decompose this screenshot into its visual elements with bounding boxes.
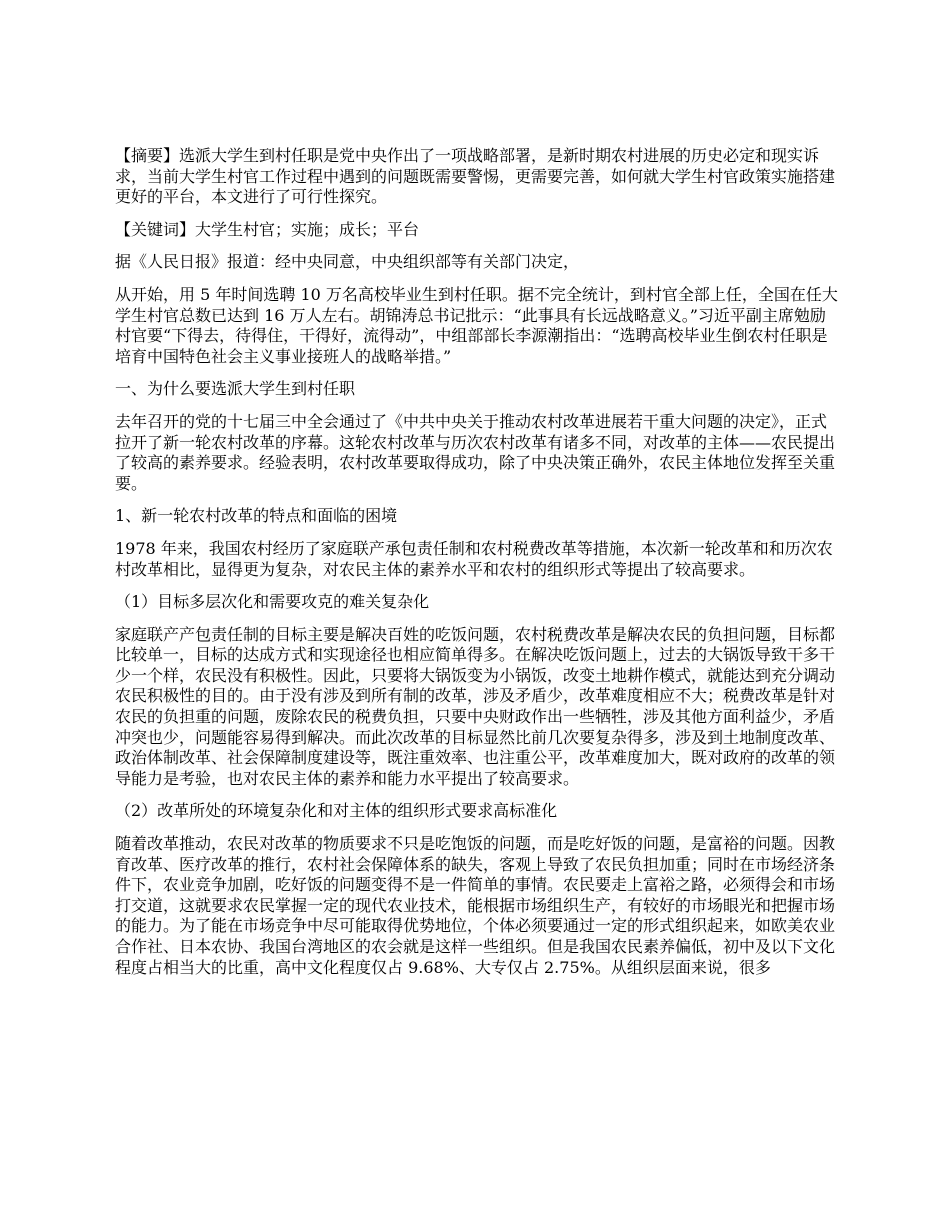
subsection-heading: （2）改革所处的环境复杂化和对主体的组织形式要求高标准化 — [115, 801, 558, 821]
body-paragraph: 家庭联产产包责任制的目标主要是解决百姓的吃饭问题，农村税费改革是解决农民的负担问题，目标都比较单一，目标的达成方式和实现途径也相应简单得多。在解决吃饭问题上，过去的大锅饭导致干多干少一个样，农民没有积极性。因此，只要将大锅饭变为小锅饭，改变土地耕作模式，就能达到充分调动农民积极性的目的。由于没有涉及到所有制的改革，涉及矛盾少，改革难度相应不大；税费改革是针对农民的负担重的问题，废除农民的税费负担，只要中央财政作出一些牺牲，涉及其他方面利益少，矛盾冲突也少，问题能容易得到解决。而此次改革的目标显然比前几次要复杂得多，涉及到土地制度改革、政治体制改革、社会保障制度建设等，既注重效率、也注重公平，改革难度加大，既对政府的改革的领导能力是考验，也对农民主体的素养和能力水平提出了较高要求。 — [115, 624, 836, 788]
subsection-heading: 1、新一轮农村改革的特点和面临的困境 — [115, 506, 398, 526]
body-paragraph: 1978 年来，我国农村经历了家庭联产承包责任制和农村税费改革等措施，本次新一轮改革和和历次农村改革相比，显得更为复杂，对农民主体的素养水平和农村的组织形式等提出了较高要求。 — [115, 538, 833, 579]
body-paragraph: 从开始，用 5 年时间选聘 10 万名高校毕业生到村任职。据不完全统计，到村官全部上任，全国在任大学生村官总数已达到 16 万人左右。胡锦涛总书记批示：“此事具有长远战略意义。”习近平副主席勉励村官要“下得去，待得住，干得好，流得动”，中组部部长李源潮指出：“选聘高校毕业生倒农村任职是培育中国特色社会主义事业接班人的战略举措。” — [115, 284, 838, 366]
body-paragraph: 去年召开的党的十七届三中全会通过了《中共中央关于推动农村改革进展若干重大问题的决定》，正式拉开了新一轮农村改革的序幕。这轮农村改革与历次农村改革有诸多不同，对改革的主体——农民提出了较高的素养要求。经验表明，农村改革要取得成功，除了中央决策正确外，农民主体地位发挥至关重要。 — [115, 411, 836, 493]
body-paragraph: 随着改革推动，农民对改革的物质要求不只是吃饱饭的问题，而是吃好饭的问题，是富裕的问题。因教育改革、医疗改革的推行，农村社会保障体系的缺失，客观上导致了农民负担加重；同时在市场经济条件下，农业竞争加剧，吃好饭的问题变得不是一件简单的事情。农民要走上富裕之路，必须得会和市场打交道，这就要求农民掌握一定的现代农业技术，能根据市场组织生产，有较好的市场眼光和把握市场的能力。为了能在市场竞争中尽可能取得优势地位，个体必须要通过一定的形式组织起来，如欧美农业合作社、日本农协、我国台湾地区的农会就是这样一些组织。但是我国农民素养偏低，初中及以下文化程度占相当大的比重，高中文化程度仅占 9.68%、大专仅占 2.75%。从组织层面来说，很多 — [115, 834, 836, 977]
body-paragraph: 据《人民日报》报道：经中央同意，中央组织部等有关部门决定， — [115, 252, 580, 272]
section-heading: 一、为什么要选派大学生到村任职 — [115, 379, 356, 399]
document-body — [115, 146, 839, 990]
subsection-heading: （1）目标多层次化和需要攻克的难关复杂化 — [115, 592, 430, 612]
keywords-paragraph: 【关键词】大学生村官；实施；成长；平台 — [115, 219, 420, 239]
abstract-paragraph: 【摘要】选派大学生到村任职是党中央作出了一项战略部署，是新时期农村进展的历史必定和现实诉求，当前大学生村官工作过程中遇到的问题既需要警惕，更需要完善，如何就大学生村官政策实施搭建更好的平台，本文进行了可行性探究。 — [115, 146, 836, 207]
